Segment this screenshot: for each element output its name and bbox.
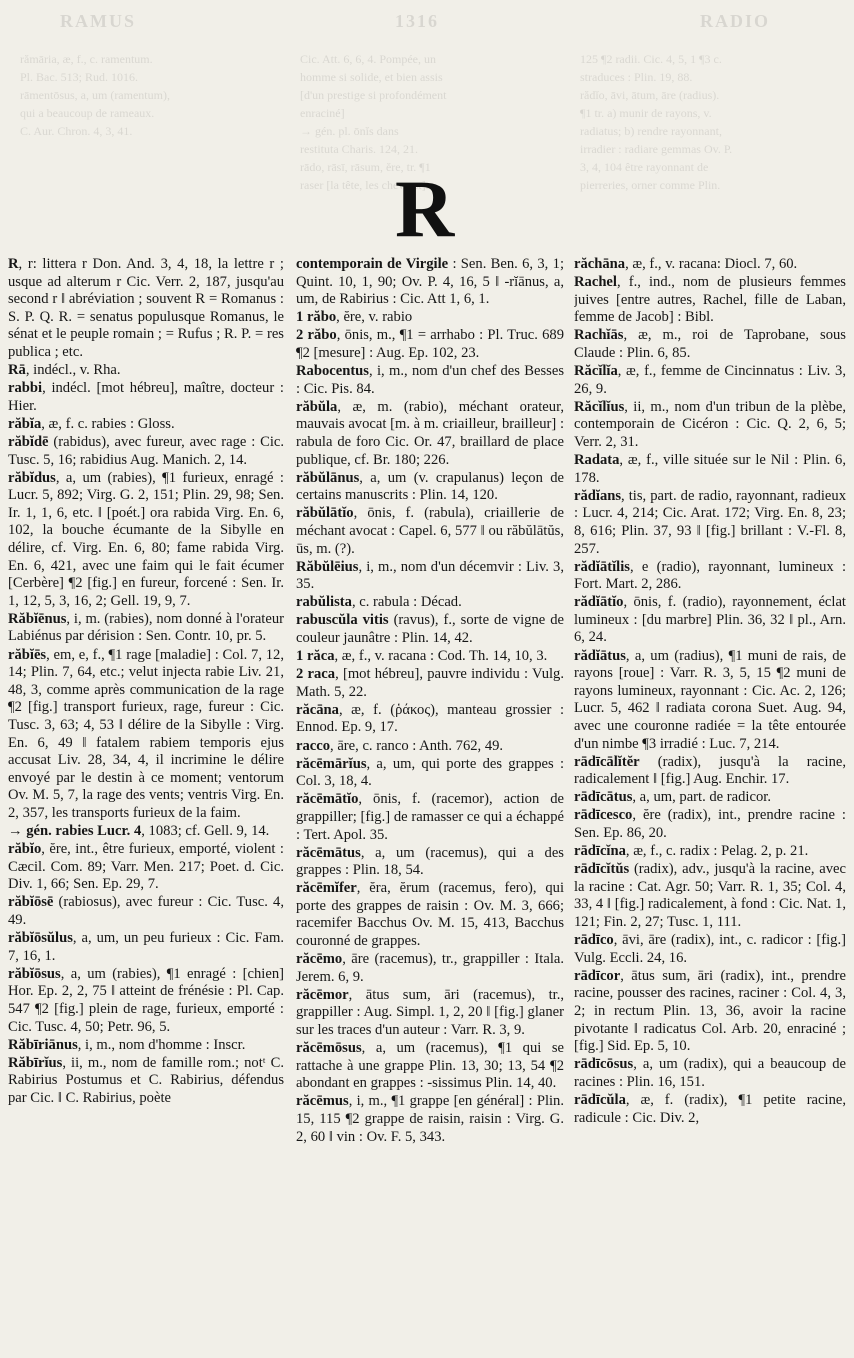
headword: 1 răbo [296, 309, 337, 326]
dictionary-entry: rădĭātĭlis, e (radio), rayonnant, lumineux : Fort. Mart. 2, 286. [574, 558, 846, 593]
dictionary-entry: rādīcŭla, æ, f. (radix), ¶1 petite racine, radicule : Cic. Div. 2, [574, 1091, 846, 1126]
section-letter: R [395, 163, 455, 254]
dictionary-entry: Rachĭās, æ, m., roi de Taprobane, sous Claude : Plin. 6, 85. [574, 327, 846, 361]
dictionary-entry: contemporain de Virgile : Sen. Ben. 6, 3, 1; Quint. 10, 1, 90; Ov. P. 4, 16, 5 ‖ -rĭānus, a, um, de Rabirius : Cic. Att 1, 6, 1. [296, 256, 564, 308]
dictionary-entry: Răbīrĭus, ii, m., nom de famille rom.; notᵗ C. Rabirius Postumus et C. Rabirius, défendus par Cic. ‖ C. Rabirius, poète [8, 1054, 284, 1106]
headword: răbĭdē [8, 433, 49, 450]
dictionary-entry: răbĭdus, a, um (rabies), ¶1 furieux, enragé : Lucr. 5, 892; Virg. G. 2, 151; Plin. 29, 98; Sen. Ir. 1, 1, 6, etc. ‖ [poét.] ora rabida Virg. En. 6, 102, la bouche écumante de la Sibylle en délire, cf. Virg. En. 6, 80; fame rabida Virg. En. 6, 421, avec une faim qui le fait écumer [Cerbère] ¶2 [fig.] en fureur, forcené : Sen. Ir. 1, 12, 5, 3, 16, 2; Gell. 19, 9, 7. [8, 469, 284, 609]
headword: răbĭōsē [8, 894, 54, 911]
headword: contemporain de Virgile [296, 256, 453, 272]
headword: rādīco [574, 932, 614, 949]
dictionary-entry: răcāna, æ, f. (ῥάκος), manteau grossier : Ennod. Ep. 9, 17. [296, 701, 564, 736]
headword: răbĭdus [8, 469, 56, 486]
headword: rādīcōsus [574, 1056, 634, 1073]
dictionary-entry: Rachel, f., ind., nom de plusieurs femmes juives [entre autres, Rachel, fille de Laban, femme de Jacob] : Bibl. [574, 274, 846, 326]
headword: rădĭātĭlis [574, 558, 630, 575]
headword: rādīcŭla [574, 1091, 626, 1108]
dictionary-entry: răcēmātus, a, um (racemus), qui a des grappes : Plin. 18, 54. [296, 844, 564, 879]
headword: răbĭēs [8, 646, 47, 663]
dictionary-entry: răbŭlānus, a, um (v. crapulanus) leçon de certains manuscrits : Plin. 14, 120. [296, 469, 564, 504]
dictionary-entry: 2 răbo, ōnis, m., ¶1 = arrhabo : Pl. Truc. 689 ¶2 [mesure] : Aug. Ep. 102, 23. [296, 327, 564, 361]
headword: răcēmōsus [296, 1040, 362, 1057]
ghost-column-right: 125 ¶2 radii. Cic. 4, 5, 1 ¶3 c. straduces : Plin. 19, 88. rădĭo, āvi, ātum, āre (radius). ¶1 tr. a) munir de rayons, v. radiatus; b) rendre rayonnant, irradier : radiare gemmas Ov. P. 3, 4, 104 être rayonnant de pierreries, orner comme Plin. [580, 52, 733, 192]
headword: rādīcesco [574, 807, 633, 824]
ghost-column-center: Cic. Att. 6, 6, 4. Pompée, un homme si solide, et bien assis [d'un prestige si profondément enraciné] → gén. pl. ōnĭs dans restituta Charis. 124, 21. rādo, rāsī, rāsum, ĕre, tr. ¶1 raser [la tête, les cheveux]. [300, 52, 447, 192]
headword: răbŭlātĭo [296, 505, 354, 522]
dictionary-entry: rādīcor, ātus sum, āri (radix), int., prendre racine, pousser des racines, raciner : Col. 4, 3, 2; in rectum Plin. 13, 36, avoir la racine pivotante ‖ radicatus Col. Arb. 20, enraciné ; [fig.] Sid. Ep. 5, 10. [574, 967, 846, 1055]
headword: → gén. rabies Lucr. 4 [8, 823, 142, 839]
dictionary-entry: răcēmōsus, a, um (racemus), ¶1 qui se rattache à une grappe Plin. 13, 30; 13, 54 ¶2 abondant en grappes : -sissimus Plin. 14, 40. [296, 1040, 564, 1092]
headword: răcāna [296, 701, 339, 718]
headword: Rabocentus [296, 363, 369, 380]
headword: rabbi [8, 380, 43, 397]
dictionary-entry: răbĭa, æ, f. c. rabies : Gloss. [8, 415, 175, 432]
headword: răcēmus [296, 1093, 349, 1110]
headword: răcēmātus [296, 844, 361, 861]
dictionary-entry: răbĭōsus, a, um (rabies), ¶1 enragé : [chien] Hor. Ep. 2, 2, 75 ‖ atteint de frénésie : Pl. Cap. 547 ¶2 [fig.] plein de rage, furieux, emporté : Cic. Tusc. 4, 50; Petr. 96, 5. [8, 965, 284, 1035]
column-left [8, 256, 284, 1352]
dictionary-entry: rabbi, indécl. [mot hébreu], maître, docteur : Hier. [8, 380, 284, 414]
dictionary-entry: răbĭdē (rabidus), avec fureur, avec rage : Cic. Tusc. 5, 16; rabidius Aug. Manich. 2, 14. [8, 433, 284, 468]
dictionary-entry: Răbĭēnus, i, m. (rabies), nom donné à l'orateur Labiénus par dérision : Sen. Contr. 10, pr. 5. [8, 610, 284, 645]
headword: Radata [574, 452, 620, 469]
headword: 2 răbo [296, 327, 337, 344]
dictionary-entry: răcēmĭfer, ĕra, ĕrum (racemus, fero), qui porte des grappes de raisin : Ov. M. 3, 666; racemifer Bacchus Ov. M. 15, 413, Bacchus couronné de grappes. [296, 880, 564, 950]
headword: răbĭōsus [8, 965, 61, 982]
headword: Răcĭlĭa [574, 363, 618, 380]
dictionary-entry: răcēmor, ātus sum, āri (racemus), tr., grappiller : Aug. Simpl. 1, 2, 20 ‖ [fig.] glaner sur les traces d'un auteur : Varr. R. 3, 9. [296, 986, 564, 1039]
dictionary-entry: răcēmātĭo, ōnis, f. (racemor), action de grappiller; [fig.] de ramasser ce qui a échappé : Tert. Apol. 35. [296, 791, 564, 843]
dictionary-entry: răbĭēs, em, e, f., ¶1 rage [maladie] : Col. 7, 12, 14; Plin. 7, 64, etc.; velut injecta rabie Liv. 21, 48, 3, comme après communication de la rage ¶2 [fig.] transport furieux, rage, fureur : Cic. Tusc. 3, 63; 4, 53 ‖ délire de la Sibylle : Virg. En. 6, 49 ‖ fatalem rabiem temporis ejus accusat Liv. 28, 34, 4, il incrimine le délire envoyé par le destin à ce moment; ventorum Ov. M. 5, 7, la rage des vents; ventris Virg. En. 2, 357, les transports furieux de la faim. [8, 646, 284, 821]
dictionary-entry: Rabocentus, i, m., nom d'un chef des Besses : Cic. Pis. 84. [296, 363, 564, 397]
headword: răbĭa [8, 415, 42, 432]
headword: Răbīrĭus [8, 1054, 63, 1071]
headword: rādīcālĭtĕr [574, 753, 640, 770]
headword: racco [296, 737, 331, 754]
dictionary-entry: răchāna, æ, f., v. racana: Diocl. 7, 60. [574, 256, 798, 272]
headword: Răbŭlēius [296, 558, 359, 575]
headword: Rachĭās [574, 327, 624, 344]
headword: rādīcĭtŭs [574, 861, 630, 878]
dictionary-entry: R, r: littera r Don. And. 3, 4, 18, la lettre r ; usque ad alterum r Cic. Verr. 2, 187, jusqu'au second r ‖ abréviation ; souvent R = Romanus : S. P. Q. R. = senatus populusque Romanus, le sénat et le peuple romain ; = Rufus ; R. P. = res publica ; etc. [8, 256, 284, 360]
dictionary-entry: Răcĭlĭus, ii, m., nom d'un tribun de la plèbe, contemporain de Cicéron : Cic. Q. 2, 6, 5; Verr. 2, 31. [574, 398, 846, 450]
headword: răchāna [574, 256, 626, 272]
dictionary-entry: rādīcālĭtĕr (radix), jusqu'à la racine, radicalement ‖ [fig.] Aug. Enchir. 17. [574, 753, 846, 788]
dictionary-entry: răbĭo, ĕre, int., être furieux, emporté, violent : Cæcil. Com. 89; Varr. Men. 217; Poet. d. Cic. Div. 1, 66; Sen. Ep. 29, 7. [8, 841, 284, 893]
headword: rădĭātĭo [574, 594, 624, 611]
dictionary-entry: răcēmo, āre (racemus), tr., grappiller : Itala. Jerem. 6, 9. [296, 951, 564, 985]
dictionary-entry: rādīcātus, a, um, part. de radicor. [574, 789, 771, 806]
column-right [574, 256, 846, 1352]
headword: răcēmārĭus [296, 755, 367, 772]
headword: rādīcĭna [574, 843, 626, 860]
dictionary-entry: răbĭōsŭlus, a, um, un peu furieux : Cic. Fam. 7, 16, 1. [8, 930, 284, 964]
headword: răcēmĭfer [296, 880, 357, 897]
headword: Răbĭēnus [8, 610, 67, 627]
dictionary-entry: rādīcĭtŭs (radix), adv., jusqu'à la racine, avec la racine : Cat. Agr. 50; Varr. R. 1, 35; Col. 4, 33, 4 ‖ [fig.] radicalement, à fond : Cic. Nat. 1, 121; Fin. 2, 27; Tusc. 1, 111. [574, 861, 846, 930]
dictionary-entry: rabŭlista, c. rabula : Décad. [296, 594, 462, 611]
dictionary-entry: Răbŭlēius, i, m., nom d'un décemvir : Liv. 3, 35. [296, 558, 564, 593]
dictionary-entry: răbĭōsē (rabiosus), avec fureur : Cic. Tusc. 4, 49. [8, 894, 284, 928]
ghost-header-center: 1316 [395, 11, 439, 31]
headword: rabuscŭla vitis [296, 612, 389, 629]
dictionary-entry: 1 răbo, ĕre, v. rabio [296, 309, 413, 326]
dictionary-entry: Radata, æ, f., ville située sur le Nil : Plin. 6, 178. [574, 452, 846, 486]
headword: Răcĭlĭus [574, 398, 625, 415]
ghost-header-left: RAMUS [60, 11, 136, 31]
dictionary-entry: rădĭātus, a, um (radius), ¶1 muni de rais, de rayons [roue] : Varr. R. 3, 5, 15 ¶2 muni de rayons lumineux, rayonnant : Cic. Ac. 2, 126; Lucr. 5, 462 ‖ radiata corona Suet. Aug. 94, avec une couronne radiée = la tête entourée d'un nimbe ¶3 irradié : Luc. 7, 214. [574, 647, 846, 752]
ghost-column-left: rămāria, æ, f., c. ramentum. Pl. Bac. 513; Rud. 1016. rāmentōsus, a, um (ramentum), qui a beaucoup de rameaux. C. Aur. Chron. 4, 3, 41. [20, 52, 170, 138]
headword: răbĭōsŭlus [8, 930, 73, 947]
dictionary-entry: → gén. rabies Lucr. 4, 1083; cf. Gell. 9, 14. [8, 823, 270, 839]
headword: rabŭlista [296, 594, 352, 611]
dictionary-entry: răbŭlātĭo, ōnis, f. (rabula), criaillerie de méchant avocat : Capel. 6, 577 ‖ ou răbŭlātŭs, ūs, m. (?). [296, 505, 564, 557]
dictionary-entry: rādīcesco, ĕre (radix), int., prendre racine : Sen. Ep. 86, 20. [574, 807, 846, 841]
headword: Rā [8, 362, 26, 379]
column-center [296, 256, 564, 1352]
dictionary-entry: rādīcōsus, a, um (radix), qui a beaucoup de racines : Plin. 16, 151. [574, 1056, 846, 1090]
headword: 2 raca [296, 666, 336, 683]
dictionary-entry: Răcĭlĭa, æ, f., femme de Cincinnatus : Liv. 3, 26, 9. [574, 363, 846, 397]
headword: răbŭla [296, 398, 338, 415]
headword: răbĭo [8, 841, 42, 858]
headword: rădĭātus [574, 647, 626, 664]
dictionary-entry: răbŭla, æ, m. (rabio), méchant orateur, mauvais avocat [m. à m. criailleur, brailleur] : rabula de foro Cic. Or. 47, braillard de place publique, cf. Br. 180; 226. [296, 398, 564, 468]
headword: Rachel [574, 274, 617, 291]
headword: Răbīriānus [8, 1036, 78, 1053]
dictionary-entry: 2 raca, [mot hébreu], pauvre individu : Vulg. Math. 5, 22. [296, 666, 564, 700]
dictionary-entry: rādīcĭna, æ, f., c. radix : Pelag. 2, p. 21. [574, 843, 809, 860]
headword: răcēmor [296, 986, 349, 1003]
headword: 1 răca [296, 648, 335, 665]
headword: răcēmātĭo [296, 791, 359, 808]
dictionary-entry: rabuscŭla vitis (ravus), f., sorte de vigne de couleur jaunâtre : Plin. 14, 42. [296, 612, 564, 646]
headword: rădĭans [574, 487, 622, 504]
headword: R [8, 256, 19, 272]
dictionary-entry: răcēmārĭus, a, um, qui porte des grappes : Col. 3, 18, 4. [296, 755, 564, 790]
ghost-header-right: RADIO [700, 11, 771, 31]
dictionary-entry: răcēmus, i, m., ¶1 grappe [en général] : Plin. 15, 115 ¶2 grappe de raisin, raisin : Virg. G. 2, 60 ‖ vin : Ov. F. 5, 343. [296, 1093, 564, 1145]
dictionary-entry: Răbīriānus, i, m., nom d'homme : Inscr. [8, 1036, 246, 1053]
headword: rādīcātus [574, 789, 633, 806]
dictionary-entry: Rā, indécl., v. Rha. [8, 362, 121, 379]
dictionary-entry: racco, āre, c. ranco : Anth. 762, 49. [296, 737, 504, 754]
headword: răcēmo [296, 951, 343, 968]
dictionary-entry: rădĭātĭo, ōnis, f. (radio), rayonnement, éclat lumineux : [du marbre] Plin. 36, 32 ‖ pl., Arn. 6, 24. [574, 594, 846, 646]
dictionary-entry: rădĭans, tis, part. de radio, rayonnant, radieux : Lucr. 4, 214; Cic. Arat. 172; Virg. En. 8, 23; 8, 616; Plin. 37, 93 ‖ [fig.] brillant : V.-Fl. 8, 257. [574, 487, 846, 557]
headword: răbŭlānus [296, 469, 360, 486]
dictionary-entry: rādīco, āvi, āre (radix), int., c. radicor : [fig.] Vulg. Eccli. 24, 16. [574, 932, 846, 966]
dictionary-entry: 1 răca, æ, f., v. racana : Cod. Th. 14, 10, 3. [296, 648, 548, 665]
headword: rādīcor [574, 967, 621, 984]
